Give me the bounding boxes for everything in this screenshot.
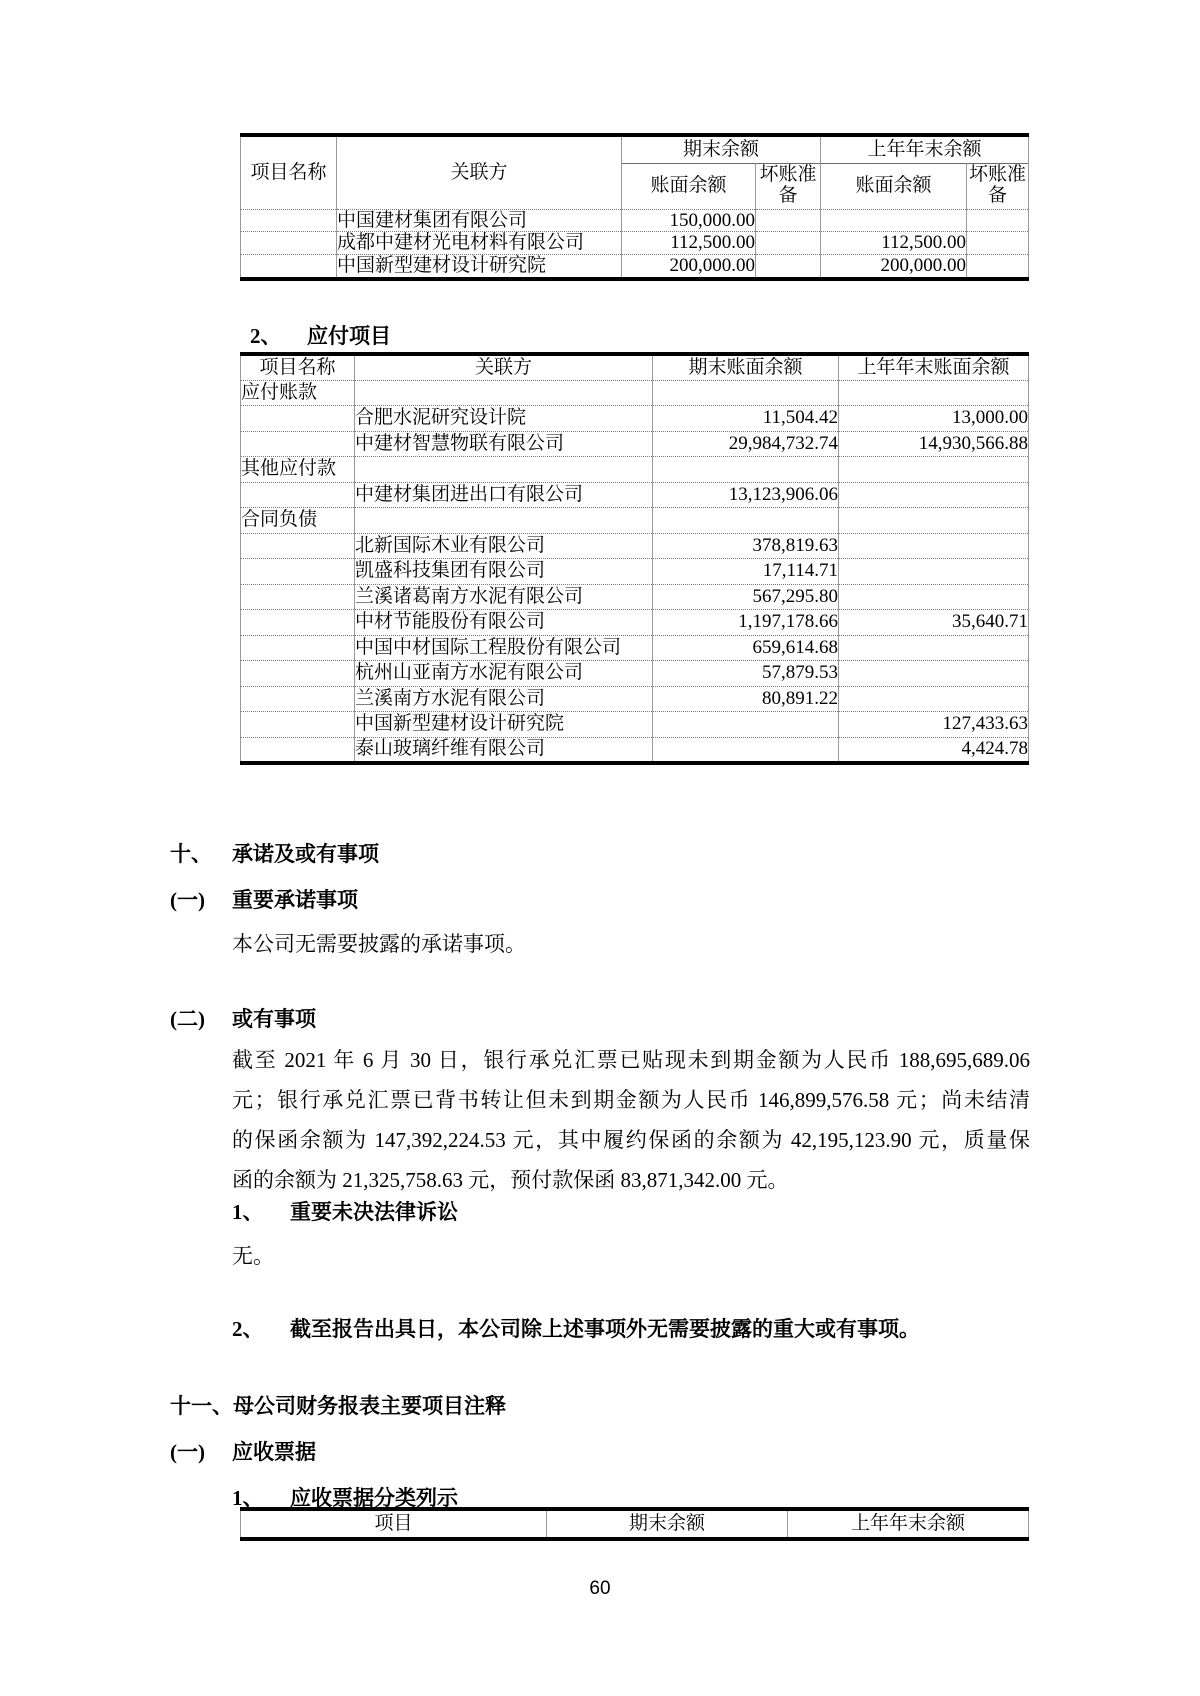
table-row	[241, 380, 1029, 406]
cell-party	[355, 508, 653, 534]
cell-party: 中建材智慧物联有限公司	[355, 431, 653, 457]
column-header-book-balance: 账面余额	[821, 163, 967, 209]
cell-party: 中国建材集团有限公司	[337, 209, 622, 232]
table-row	[241, 737, 1029, 763]
heading-number: (一)	[170, 888, 205, 912]
table-row	[241, 635, 1029, 661]
cell-party: 合肥水泥研究设计院	[355, 406, 653, 432]
cell-item	[241, 686, 355, 712]
cell-ending: 80,891.22	[653, 686, 839, 712]
cell-prior	[839, 533, 1029, 559]
heading-title: 重要承诺事项	[232, 888, 358, 912]
cell-party: 中建材集团进出口有限公司	[355, 482, 653, 508]
cell-item: 合同负债	[241, 508, 355, 534]
notes-receivable-heading	[170, 1436, 316, 1466]
paragraph-line: 截至 2021 年 6 月 30 日，银行承兑汇票已贴现未到期金额为人民币 188,695,689.06	[232, 1048, 1030, 1072]
cell-prior: 13,000.00	[839, 406, 1029, 432]
heading-number: 2、	[250, 324, 282, 348]
cell-item	[241, 533, 355, 559]
table-row	[241, 431, 1029, 457]
cell-party: 兰溪诸葛南方水泥有限公司	[355, 584, 653, 610]
cell-ending	[653, 457, 839, 483]
cell-prior	[839, 661, 1029, 687]
cell-party: 中材节能股份有限公司	[355, 610, 653, 636]
cell-party: 泰山玻璃纤维有限公司	[355, 737, 653, 763]
table-row	[241, 232, 1029, 255]
column-header-item: 项目名称	[241, 354, 355, 380]
cell-item	[241, 737, 355, 763]
heading-number: 2、	[232, 1317, 264, 1341]
cell-party: 中国新型建材设计研究院	[355, 712, 653, 738]
cell-ending-bad-debt	[756, 209, 821, 232]
heading-number: 1、	[232, 1200, 264, 1224]
column-header-bad-debt: 坏账准备	[967, 163, 1029, 209]
table-row	[241, 712, 1029, 738]
cell-item	[241, 431, 355, 457]
cell-prior	[839, 635, 1029, 661]
cell-prior	[839, 686, 1029, 712]
notes-receivable-table	[240, 1507, 1029, 1541]
cell-prior	[839, 457, 1029, 483]
cell-item	[241, 635, 355, 661]
cell-prior-book: 112,500.00	[821, 232, 967, 255]
cell-ending: 378,819.63	[653, 533, 839, 559]
table-row	[241, 209, 1029, 232]
cell-ending-bad-debt	[756, 255, 821, 279]
cell-ending: 13,123,906.06	[653, 482, 839, 508]
table-row	[241, 482, 1029, 508]
cell-item: 其他应付款	[241, 457, 355, 483]
cell-item	[241, 406, 355, 432]
cell-item	[241, 232, 337, 255]
cell-ending: 1,197,178.66	[653, 610, 839, 636]
cell-prior: 4,424.78	[839, 737, 1029, 763]
cell-prior: 14,930,566.88	[839, 431, 1029, 457]
cell-item	[241, 584, 355, 610]
cell-prior: 35,640.71	[839, 610, 1029, 636]
cell-prior	[839, 584, 1029, 610]
cell-item	[241, 610, 355, 636]
cell-prior-bad-debt	[967, 209, 1029, 232]
heading-title: 或有事项	[232, 1007, 316, 1031]
cell-prior-bad-debt	[967, 232, 1029, 255]
cell-ending-book: 150,000.00	[622, 209, 756, 232]
pending-litigation-body: 无。	[232, 1244, 274, 1268]
cell-ending: 567,295.80	[653, 584, 839, 610]
section-parent-company-notes-heading	[170, 1390, 506, 1420]
column-header-related-party: 关联方	[355, 354, 653, 380]
column-group-ending-balance: 期末余额	[622, 135, 821, 163]
heading-title: 承诺及或有事项	[232, 842, 379, 866]
cell-party: 杭州山亚南方水泥有限公司	[355, 661, 653, 687]
column-header-related-party: 关联方	[337, 135, 622, 209]
cell-party: 凯盛科技集团有限公司	[355, 559, 653, 585]
commitments-body-text: 本公司无需要披露的承诺事项。	[232, 932, 526, 956]
cell-item	[241, 255, 337, 279]
cell-party	[355, 380, 653, 406]
heading-number: (一)	[170, 1440, 205, 1464]
cell-prior	[839, 482, 1029, 508]
cell-item	[241, 482, 355, 508]
heading-number: (二)	[170, 1007, 205, 1031]
subsection-important-commitments-heading	[170, 884, 358, 914]
column-group-prior-year-balance: 上年年末余额	[821, 135, 1029, 163]
column-header-prior-year-book-balance: 上年年末账面余额	[839, 354, 1029, 380]
cell-prior	[839, 380, 1029, 406]
heading-number: 十、	[170, 842, 212, 866]
cell-prior-book	[821, 209, 967, 232]
table-header-row	[241, 1509, 1029, 1539]
heading-title: 应付项目	[307, 324, 391, 348]
column-header-ending-balance: 期末余额	[547, 1509, 788, 1539]
cell-ending	[653, 712, 839, 738]
page-number: 60	[589, 1578, 611, 1599]
heading-title: 母公司财务报表主要项目注释	[233, 1394, 506, 1418]
cell-ending	[653, 380, 839, 406]
column-header-item: 项目名称	[241, 135, 337, 209]
cell-prior	[839, 508, 1029, 534]
cell-party: 北新国际木业有限公司	[355, 533, 653, 559]
table-row	[241, 661, 1029, 687]
payables-section-heading	[250, 320, 391, 350]
table-row	[241, 457, 1029, 483]
paragraph-line: 函的余额为 21,325,758.63 元，预付款保函 83,871,342.00 元。	[232, 1168, 789, 1192]
section-commitments-heading	[170, 838, 379, 868]
cell-ending: 29,984,732.74	[653, 431, 839, 457]
cell-ending-bad-debt	[756, 232, 821, 255]
column-header-item: 项目	[241, 1509, 547, 1539]
cell-party: 兰溪南方水泥有限公司	[355, 686, 653, 712]
table-header-row	[241, 354, 1029, 380]
table-row	[241, 610, 1029, 636]
cell-item	[241, 712, 355, 738]
cell-ending: 57,879.53	[653, 661, 839, 687]
heading-title: 应收票据分类列示	[290, 1486, 458, 1510]
cell-ending	[653, 508, 839, 534]
column-header-prior-year-balance: 上年年末余额	[788, 1509, 1029, 1539]
table-row	[241, 686, 1029, 712]
other-contingencies-heading	[232, 1313, 920, 1343]
cell-item	[241, 559, 355, 585]
contingencies-paragraph	[232, 1040, 1030, 1200]
heading-title: 截至报告出具日，本公司除上述事项外无需要披露的重大或有事项。	[290, 1317, 920, 1341]
heading-title: 重要未决法律诉讼	[290, 1200, 458, 1224]
cell-prior: 127,433.63	[839, 712, 1029, 738]
cell-ending-book: 200,000.00	[622, 255, 756, 279]
subsection-contingencies-heading	[170, 1003, 316, 1033]
payables-related-party-table	[240, 352, 1029, 765]
paragraph-line: 元；银行承兑汇票已背书转让但未到期金额为人民币 146,899,576.58 元；尚未结清	[232, 1088, 1030, 1112]
cell-ending: 11,504.42	[653, 406, 839, 432]
column-header-bad-debt: 坏账准备	[756, 163, 821, 209]
table-row	[241, 406, 1029, 432]
cell-prior-bad-debt	[967, 255, 1029, 279]
cell-item	[241, 661, 355, 687]
column-header-book-balance: 账面余额	[622, 163, 756, 209]
cell-party: 成都中建材光电材料有限公司	[337, 232, 622, 255]
cell-item: 应付账款	[241, 380, 355, 406]
cell-item	[241, 209, 337, 232]
table-row	[241, 255, 1029, 279]
pending-litigation-heading	[232, 1196, 458, 1226]
table-row	[241, 584, 1029, 610]
cell-ending	[653, 737, 839, 763]
heading-number: 1、	[232, 1486, 264, 1510]
table-header-row	[241, 135, 1029, 163]
paragraph-line: 的保函余额为 147,392,224.53 元，其中履约保函的余额为 42,195,123.90 元，质量保	[232, 1128, 1030, 1152]
cell-ending-book: 112,500.00	[622, 232, 756, 255]
cell-party	[355, 457, 653, 483]
cell-prior	[839, 559, 1029, 585]
column-header-ending-book-balance: 期末账面余额	[653, 354, 839, 380]
cell-ending: 659,614.68	[653, 635, 839, 661]
table-row	[241, 533, 1029, 559]
receivables-related-party-table	[240, 133, 1029, 281]
heading-title: 应收票据	[232, 1440, 316, 1464]
heading-number: 十一、	[170, 1394, 233, 1418]
cell-party: 中国新型建材设计研究院	[337, 255, 622, 279]
cell-party: 中国中材国际工程股份有限公司	[355, 635, 653, 661]
cell-prior-book: 200,000.00	[821, 255, 967, 279]
table-row	[241, 559, 1029, 585]
cell-ending: 17,114.71	[653, 559, 839, 585]
table-row	[241, 508, 1029, 534]
